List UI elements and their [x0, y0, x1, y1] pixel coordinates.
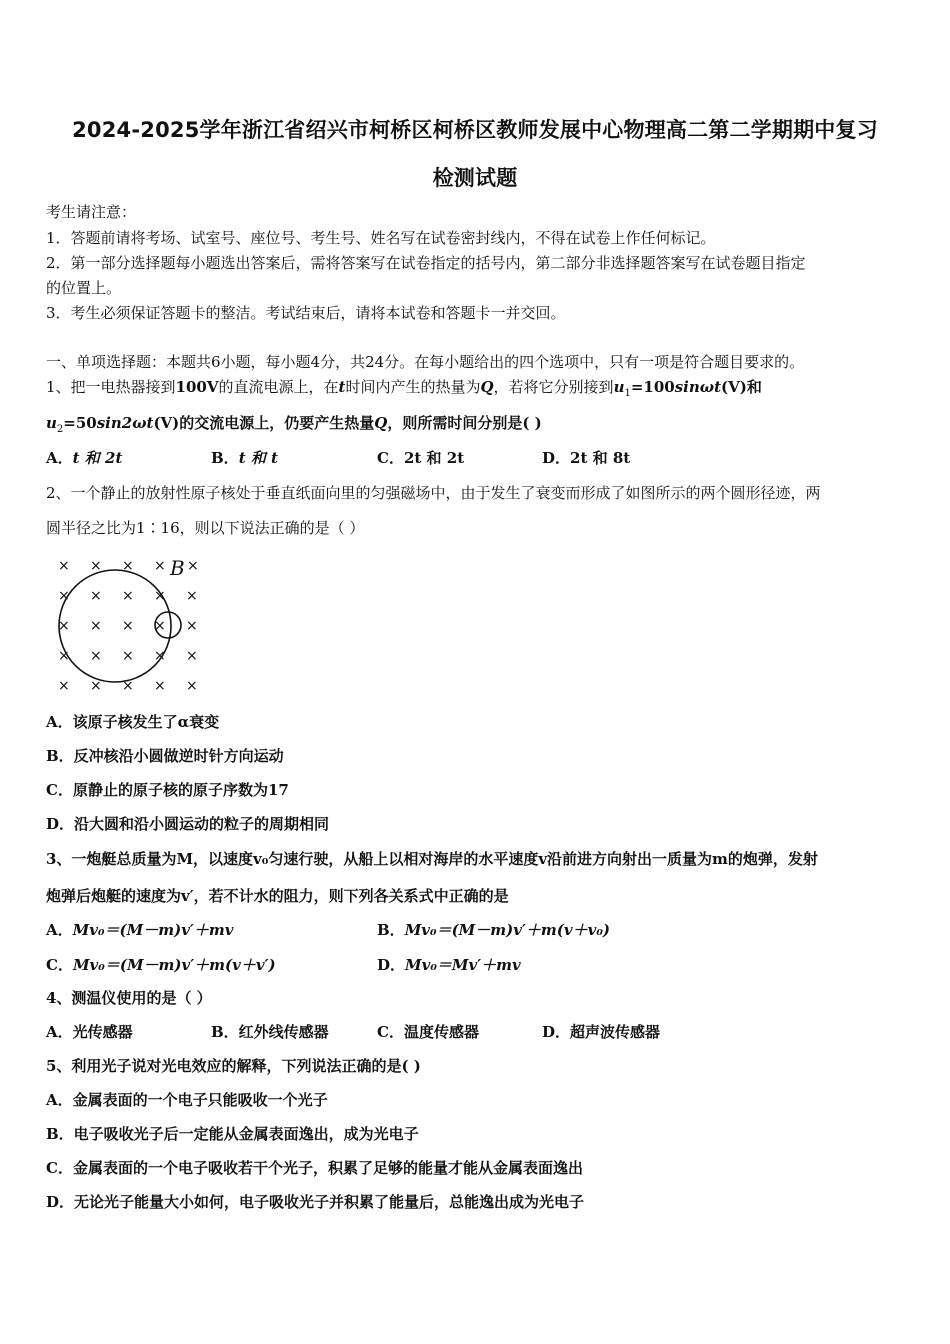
notice-item-1: 1．答题前请将考场、试室号、座位号、考生号、姓名写在试卷密封线内，不得在试卷上作任何标记。 [46, 229, 716, 247]
q3-option-a [46, 920, 233, 940]
field-cross-mark: × [58, 618, 70, 634]
q3-option-d-text: Mv₀＝Mv′＋mv [405, 956, 521, 974]
q1-option-a-text: t 和 2t [72, 449, 123, 467]
q1-option-c-text: 2t 和 2t [403, 449, 465, 467]
q2-option-b: B．反冲核沿小圆做逆时针方向运动 [46, 747, 284, 765]
q1-stem-e: ，则所需时间分别是( ) [387, 414, 542, 432]
field-cross-mark: × [154, 678, 166, 694]
field-cross-mark: × [122, 618, 134, 634]
field-cross-mark: × [154, 648, 166, 664]
q1-option-b-label: B． [211, 449, 239, 467]
q3-stem-line2: 炮弹后炮艇的速度为v′，若不计水的阻力，则下列各关系式中正确的是 [46, 887, 509, 905]
q3-option-b-label: B． [377, 921, 405, 939]
q1-stem-c: 时间内产生的热量为 [345, 378, 481, 396]
q1-option-d [542, 448, 630, 468]
field-cross-mark: × [154, 618, 166, 634]
q1-option-c [377, 448, 464, 468]
field-cross-mark: × [186, 648, 198, 664]
q1-u2-expr: =50 [63, 414, 97, 432]
exam-title-line1: 2024-2025学年浙江省绍兴市柯桥区柯桥区教师发展中心物理高二第二学期期中复习 [72, 118, 878, 142]
q1-u1-expr: =100 [630, 378, 675, 396]
notice-heading: 考生请注意： [46, 203, 137, 221]
field-cross-mark: × [186, 618, 198, 634]
q5-option-b: B．电子吸收光子后一定能从金属表面逸出，成为光电子 [46, 1125, 419, 1143]
q1-option-a [46, 448, 122, 468]
q5-option-d: D．无论光子能量大小如何，电子吸收光子并积累了能量后，总能逸出成为光电子 [46, 1193, 585, 1211]
q1-stem-b: 的直流电源上，在 [218, 378, 339, 396]
field-cross-mark: × [154, 558, 166, 574]
q5-option-c: C．金属表面的一个电子吸收若干个光子，积累了足够的能量才能从金属表面逸出 [46, 1159, 583, 1177]
q1-u1-end: (V)和 [721, 378, 762, 396]
field-cross-mark: × [90, 648, 102, 664]
q1-option-b-text: t 和 t [238, 449, 278, 467]
field-cross-mark: × [122, 588, 134, 604]
notice-item-3: 3．考生必须保证答题卡的整洁。考试结束后，请将本试卷和答题卡一并交回。 [46, 304, 566, 322]
field-cross-mark: × [122, 678, 134, 694]
q4-option-a: A．光传感器 [46, 1023, 133, 1041]
q1-u2-sub: 2 [56, 424, 64, 435]
q1-Q: Q [480, 378, 494, 396]
q1-voltage: 100V [175, 378, 219, 396]
field-cross-mark: × [122, 558, 134, 574]
field-cross-mark: × [58, 678, 70, 694]
q5-option-a: A．金属表面的一个电子只能吸收一个光子 [46, 1091, 328, 1109]
magnetic-field-figure [52, 556, 212, 696]
q4-option-b: B．红外线传感器 [211, 1023, 329, 1041]
q1-option-a-label: A． [46, 449, 73, 467]
q4-option-d: D．超声波传感器 [542, 1023, 661, 1041]
q1-t: t [338, 378, 346, 396]
q1-stem-line2 [46, 413, 542, 440]
section-heading: 一、单项选择题：本题共6小题，每小题4分，共24分。在每小题给出的四个选项中，只有一项是符合题目要求的。 [46, 353, 805, 371]
field-cross-mark: × [90, 588, 102, 604]
q1-u2: u [46, 414, 57, 432]
q3-stem-line1: 3、一炮艇总质量为M，以速度v₀匀速行驶，从船上以相对海岸的水平速度v沿前进方向射出一质量为m的炮弹，发射 [46, 850, 818, 868]
notice-item-2-cont: 的位置上。 [46, 279, 122, 297]
field-cross-mark: × [154, 588, 166, 604]
field-cross-mark: × [187, 558, 199, 574]
notice-item-2: 2．第一部分选择题每小题选出答案后，需将答案写在试卷指定的括号内，第二部分非选择题答案写在试卷题目指定 [46, 254, 806, 272]
q1-u1-fn: sinωt [674, 378, 721, 396]
field-cross-mark: × [90, 618, 102, 634]
q1-Q2: Q [374, 414, 388, 432]
field-cross-mark: × [186, 588, 198, 604]
q4-option-c: C．温度传感器 [377, 1023, 479, 1041]
q1-option-c-label: C． [377, 449, 404, 467]
q2-option-c: C．原静止的原子核的原子序数为17 [46, 781, 289, 799]
q3-option-c-text: Mv₀＝(M－m)v′＋m(v＋v′) [72, 956, 276, 974]
field-cross-mark: × [90, 558, 102, 574]
q3-option-a-label: A． [46, 921, 73, 939]
field-cross-mark: × [122, 648, 134, 664]
q5-stem: 5、利用光子说对光电效应的解释，下列说法正确的是( ) [46, 1057, 421, 1075]
q3-option-c [46, 955, 276, 975]
q1-u1-sub: 1 [624, 388, 631, 399]
q3-option-c-label: C． [46, 956, 73, 974]
q1-option-d-label: D． [542, 449, 571, 467]
q2-stem-line2: 圆半径之比为1∶16，则以下说法正确的是（ ） [46, 519, 365, 537]
field-cross-mark: × [58, 588, 70, 604]
q1-u1: u [613, 378, 625, 396]
field-label-B: B [170, 556, 185, 580]
q3-option-d [377, 955, 521, 975]
q1-option-d-text: 2t 和 8t [570, 449, 631, 467]
exam-title-line2: 检测试题 [432, 166, 518, 190]
field-cross-mark: × [186, 678, 198, 694]
field-cross-mark: × [58, 558, 70, 574]
q2-option-a: A．该原子核发生了α衰变 [46, 713, 220, 731]
q2-stem-line1: 2、一个静止的放射性原子核处于垂直纸面向里的匀强磁场中，由于发生了衰变而形成了如图所示的两个圆形径迹，两 [46, 484, 821, 502]
q4-stem: 4、测温仪使用的是（ ） [46, 989, 212, 1007]
q1-u2-fn: sin2ωt [96, 414, 154, 432]
q3-option-b-text: Mv₀＝(M－m)v′＋m(v＋v₀) [404, 921, 610, 939]
q2-option-d: D．沿大圆和沿小圆运动的粒子的周期相同 [46, 815, 330, 833]
q3-option-d-label: D． [377, 956, 406, 974]
q1-stem-d: ，若将它分别接到 [493, 378, 614, 396]
q1-stem-a: 1、把一电热器接到 [46, 378, 176, 396]
q1-u2-end: (V)的交流电源上，仍要产生热量 [153, 414, 375, 432]
q1-stem-line1 [46, 377, 762, 404]
q3-option-a-text: Mv₀＝(M－m)v′＋mv [72, 921, 234, 939]
q3-option-b [377, 920, 610, 940]
field-cross-mark: × [58, 648, 70, 664]
q1-option-b [211, 448, 278, 468]
field-cross-mark: × [90, 678, 102, 694]
